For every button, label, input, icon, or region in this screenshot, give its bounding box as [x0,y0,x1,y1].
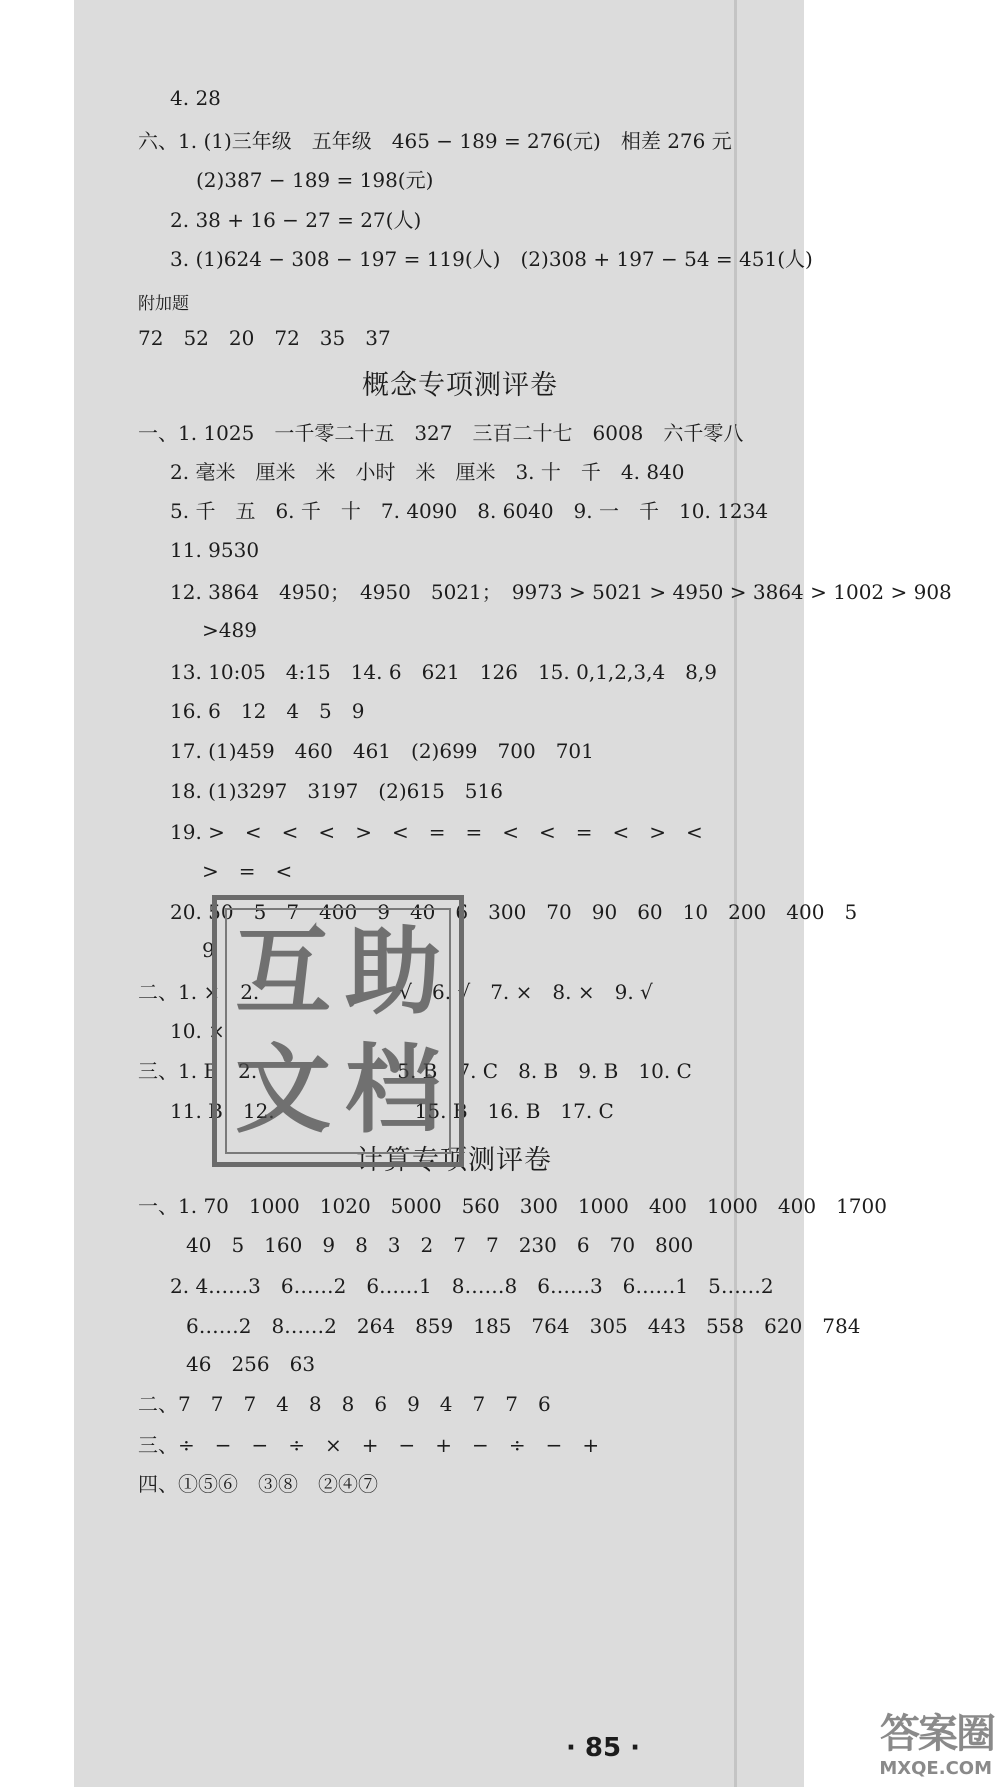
section-title-calc: 计算专项测评卷 [356,1145,552,1176]
answer-line: 三、÷ − − ÷ × + − + − ÷ − + [138,1433,600,1457]
answer-line: 3. (1)624 − 308 − 197 = 119(人) (2)308 + 197 − 54 = 451(人) [170,247,813,271]
answer-line: >489 [202,618,257,642]
section-heading-extra: 附加题 [138,294,189,314]
answer-line: 20. 50 5 7 400 9 40 6 300 70 90 60 10 200 400 5 [170,900,858,924]
answer-line: 2. 4……3 6……2 6……1 8……8 6……3 6……1 5……2 [170,1274,774,1298]
answer-line: 18. (1)3297 3197 (2)615 516 [170,779,503,803]
answer-line: 9 [202,938,215,962]
site-watermark [880,1698,1000,1787]
answer-line: 12. 3864 4950； 4950 5021； 9973 > 5021 > 4950 > 3864 > 1002 > 908 [170,580,952,604]
answer-line: > = < [202,859,293,883]
watermark-url: MXQE.COM [879,1758,992,1779]
answer-line: 72 52 20 72 35 37 [138,326,391,350]
answer-line: 16. 6 12 4 5 9 [170,699,365,723]
answer-line: 4. 28 [170,86,221,110]
stamp-char: 文 [235,1034,331,1146]
section-title-concept: 概念专项测评卷 [362,370,558,401]
answer-line: 17. (1)459 460 461 (2)699 700 701 [170,739,594,763]
answer-line: 6……2 8……2 264 859 185 764 305 443 558 620 784 [186,1314,861,1338]
answer-line: 一、1. 1025 一千零二十五 327 三百二十七 6008 六千零八 [138,421,744,445]
answer-line: 5. 千 五 6. 千 十 7. 4090 8. 6040 9. 一 千 10. 1234 [170,499,769,523]
answer-line: 11. 9530 [170,538,260,562]
answer-line: 13. 10:05 4:15 14. 6 621 126 15. 0,1,2,3,4 8,9 [170,660,717,684]
stamp-char: 助 [345,916,441,1028]
answer-line: 一、1. 70 1000 1020 5000 560 300 1000 400 1000 400 1700 [138,1194,887,1218]
answer-line: 40 5 160 9 8 3 2 7 7 230 6 70 800 [186,1233,694,1257]
answer-line: 19. > < < < > < = = < < = < > < [170,820,703,844]
stamp-char: 互 [235,916,331,1028]
answer-line: 六、1. (1)三年级 五年级 465 − 189 = 276(元) 相差 276 元 [138,129,732,153]
answer-line: 10. × [170,1019,225,1043]
watermark-logo-text: 答案圈 [880,1711,994,1757]
answer-line: 三、1. B 2. 5. B 7. C 8. B 9. B 10. C [138,1059,692,1083]
answer-line: 二、7 7 7 4 8 8 6 9 4 7 7 6 [138,1392,551,1416]
stamp-char: 档 [345,1034,441,1146]
watermark-stamp [212,895,464,1167]
answer-line: 四、①⑤⑥ ③⑧ ②④⑦ [138,1472,378,1496]
answer-line: 11. B 12. 15. B 16. B 17. C [170,1099,614,1123]
answer-line: 2. 毫米 厘米 米 小时 米 厘米 3. 十 千 4. 840 [170,460,685,484]
answer-line: 二、1. × 2. √ 6. √ 7. × 8. × 9. √ [138,980,653,1004]
answer-line: 46 256 63 [186,1352,316,1376]
page-number: · 85 · [566,1733,641,1763]
answer-line: (2)387 − 189 = 198(元) [196,168,434,192]
answer-line: 2. 38 + 16 − 27 = 27(人) [170,208,422,232]
